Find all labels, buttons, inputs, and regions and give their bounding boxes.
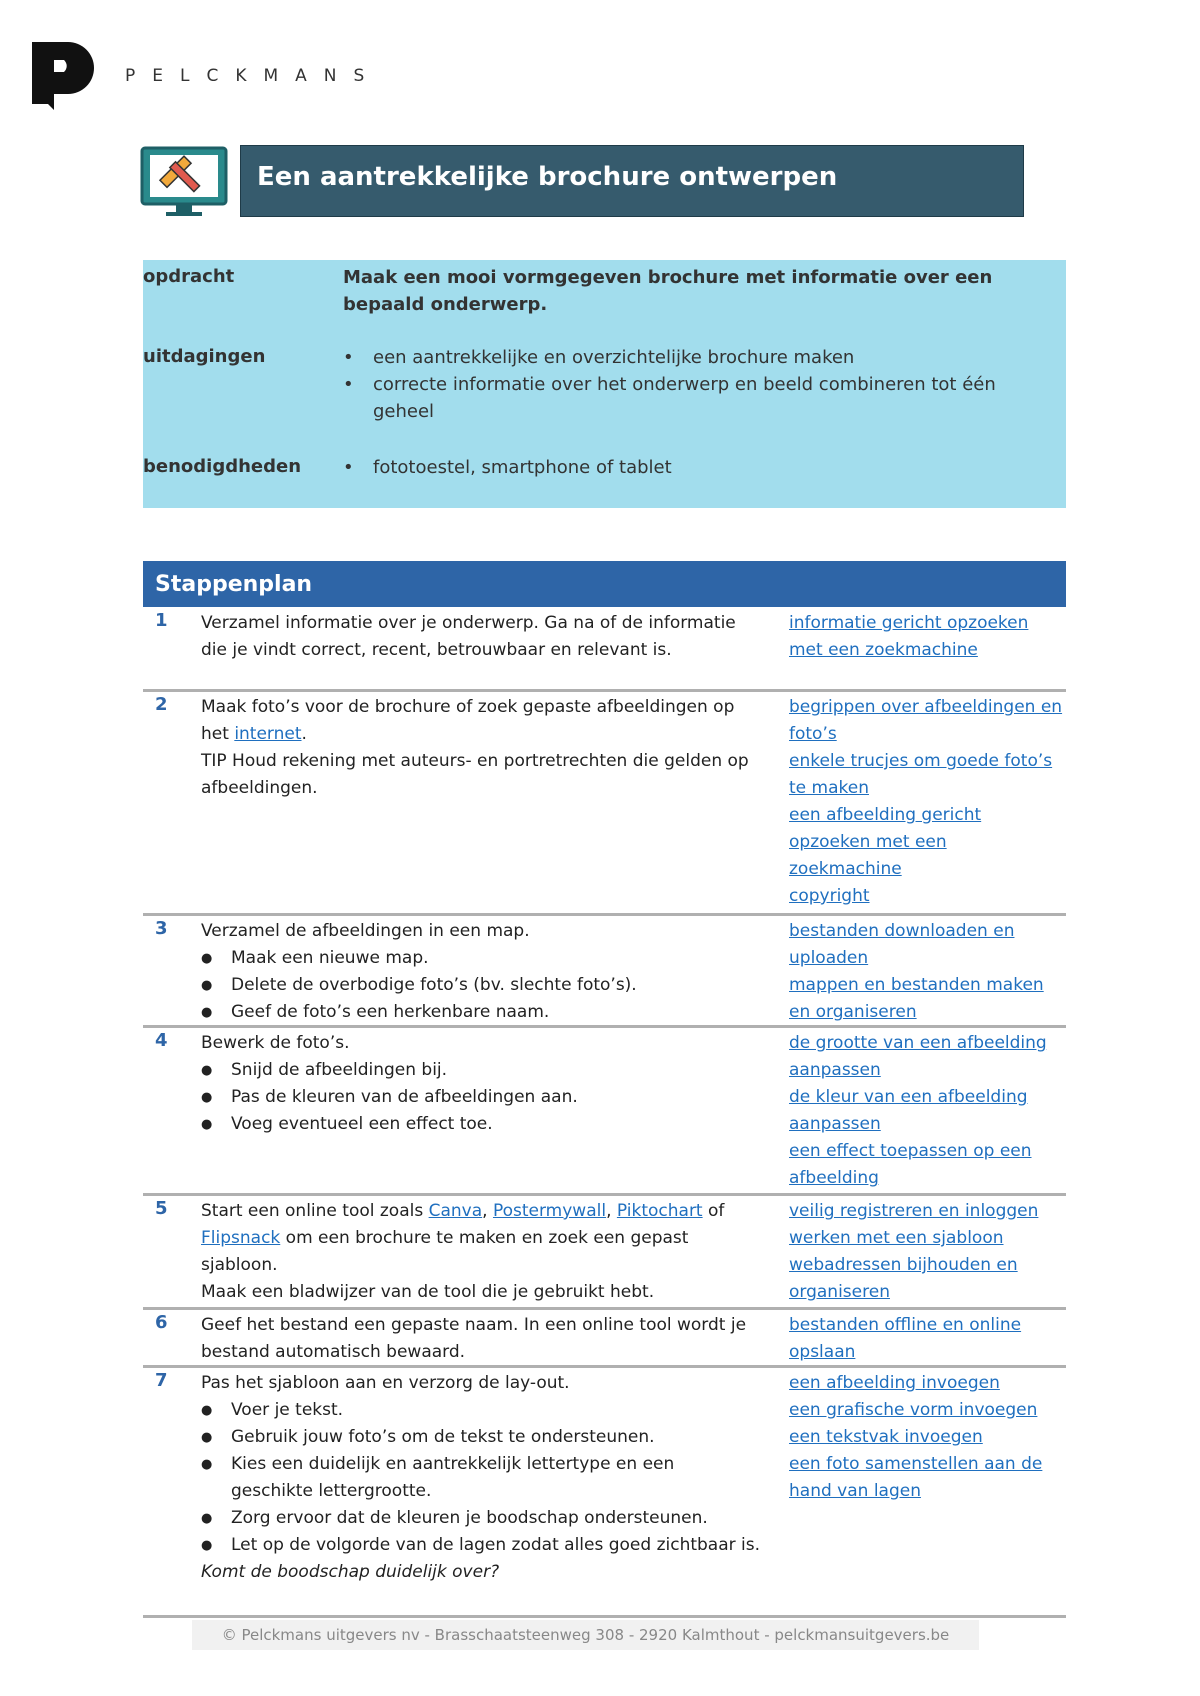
postermywall-link[interactable]: Postermywall bbox=[492, 1201, 607, 1221]
step-number: 5 bbox=[155, 1198, 168, 1219]
list-item: ● Geef de foto’s een herkenbare naam. bbox=[201, 999, 761, 1026]
help-link[interactable]: een foto samenstellen aan de hand van lagen bbox=[789, 1454, 1043, 1501]
step-row-3 bbox=[143, 916, 1066, 1028]
stappenplan-header: Stappenplan bbox=[143, 561, 1066, 607]
step-number: 1 bbox=[155, 610, 168, 631]
list-item: ● Pas de kleuren van de afbeeldingen aan. bbox=[201, 1084, 761, 1111]
step-links bbox=[789, 1198, 1064, 1306]
step-row-4 bbox=[143, 1028, 1066, 1196]
help-link[interactable]: een afbeelding invoegen bbox=[789, 1373, 1000, 1393]
list-item: ● Let op de volgorde van de lagen zodat alles goed zichtbaar is. bbox=[201, 1532, 761, 1559]
internet-link[interactable]: internet bbox=[234, 724, 302, 744]
step-number: 7 bbox=[155, 1370, 168, 1391]
step-text bbox=[201, 1198, 761, 1306]
help-link[interactable]: begrippen over afbeeldingen en foto’s bbox=[789, 697, 1063, 744]
help-link[interactable]: mappen en bestanden maken en organiseren bbox=[789, 975, 1044, 1022]
list-item: ● Gebruik jouw foto’s om de tekst te ondersteunen. bbox=[201, 1424, 761, 1451]
benodigdheden-label: benodigdheden bbox=[143, 456, 302, 477]
step-links bbox=[789, 1312, 1064, 1366]
help-link[interactable]: de kleur van een afbeelding aanpassen bbox=[789, 1087, 1028, 1134]
step-links bbox=[789, 1030, 1064, 1192]
step-text: Verzamel informatie over je onderwerp. Ga na of de informatie die je vindt correct, recent, betrouwbaar en relevant is. bbox=[201, 613, 736, 660]
help-link[interactable]: bestanden downloaden en uploaden bbox=[789, 921, 1015, 968]
list-item: ● Snijd de afbeeldingen bij. bbox=[201, 1057, 761, 1084]
step-note: Maak een bladwijzer van de tool die je gebruikt hebt. bbox=[201, 1282, 655, 1302]
step-text bbox=[201, 1030, 761, 1138]
piktochart-link[interactable]: Piktochart bbox=[616, 1201, 703, 1221]
brand-name: PELCKMANS bbox=[125, 66, 382, 86]
help-link[interactable]: een tekstvak invoegen bbox=[789, 1427, 983, 1447]
step-links bbox=[789, 694, 1064, 910]
help-link[interactable]: bestanden offline en online opslaan bbox=[789, 1315, 1022, 1362]
opdracht-text: Maak een mooi vormgegeven brochure met informatie over een bepaald onderwerp. bbox=[343, 267, 993, 315]
help-link[interactable]: een effect toepassen op een afbeelding bbox=[789, 1141, 1032, 1188]
step-text-part: Maak foto’s voor de brochure of zoek gepaste afbeeldingen op het bbox=[201, 697, 735, 744]
step-links bbox=[789, 918, 1064, 1026]
step-row-2 bbox=[143, 692, 1066, 916]
list-item: ● Zorg ervoor dat de kleuren je boodschap ondersteunen. bbox=[201, 1505, 761, 1532]
pelckmans-logo-icon bbox=[32, 32, 102, 110]
list-item: • correcte informatie over het onderwerp en beeld combineren tot één geheel bbox=[343, 371, 1033, 425]
separator: of bbox=[702, 1201, 725, 1221]
monitor-pencil-icon bbox=[140, 146, 228, 218]
step-closing-question: Komt de boodschap duidelijk over? bbox=[201, 1562, 500, 1582]
separator: , bbox=[606, 1201, 617, 1221]
list-item: ● Maak een nieuwe map. bbox=[201, 945, 761, 972]
uitdagingen-label: uitdagingen bbox=[143, 346, 266, 367]
page-footer: © Pelckmans uitgevers nv - Brasschaatsteenweg 308 - 2920 Kalmthout - pelckmansuitgevers.be bbox=[192, 1620, 979, 1650]
step-row-5 bbox=[143, 1196, 1066, 1310]
step-text bbox=[201, 918, 761, 1026]
help-link[interactable]: veilig registreren en inloggen bbox=[789, 1201, 1039, 1221]
step-intro: Pas het sjabloon aan en verzorg de lay-out. bbox=[201, 1373, 570, 1393]
step-number: 2 bbox=[155, 694, 168, 715]
step-bullets bbox=[201, 1397, 761, 1559]
step-bullets bbox=[201, 945, 761, 1026]
step-row-7 bbox=[143, 1368, 1066, 1618]
help-link[interactable]: een afbeelding gericht opzoeken met een zoekmachine bbox=[789, 805, 982, 879]
list-item: ● Voeg eventueel een effect toe. bbox=[201, 1111, 761, 1138]
help-link[interactable]: webadressen bijhouden en organiseren bbox=[789, 1255, 1018, 1302]
separator: , bbox=[482, 1201, 493, 1221]
help-link[interactable]: een grafische vorm invoegen bbox=[789, 1400, 1038, 1420]
uitdagingen-list bbox=[343, 344, 1033, 425]
step-intro: Verzamel de afbeeldingen in een map. bbox=[201, 921, 530, 941]
step-text-part: om een brochure te maken en zoek een gepast sjabloon. bbox=[201, 1228, 689, 1275]
list-item: ● Voer je tekst. bbox=[201, 1397, 761, 1424]
step-text bbox=[201, 1370, 761, 1586]
steps-table bbox=[143, 608, 1066, 1618]
step-intro: Bewerk de foto’s. bbox=[201, 1033, 350, 1053]
step-text-part: . bbox=[301, 724, 307, 744]
step-number: 4 bbox=[155, 1030, 168, 1051]
step-number: 6 bbox=[155, 1312, 168, 1333]
step-text-part: Start een online tool zoals bbox=[201, 1201, 429, 1221]
assignment-info-box bbox=[143, 260, 1066, 508]
list-item: • fototoestel, smartphone of tablet bbox=[343, 454, 1033, 481]
help-link[interactable]: de grootte van een afbeelding aanpassen bbox=[789, 1033, 1047, 1080]
step-text bbox=[201, 694, 761, 802]
help-link[interactable]: copyright bbox=[789, 886, 870, 906]
page-title: Een aantrekkelijke brochure ontwerpen bbox=[240, 145, 1024, 217]
canva-link[interactable]: Canva bbox=[428, 1201, 483, 1221]
help-link[interactable]: werken met een sjabloon bbox=[789, 1228, 1004, 1248]
list-item: ● Delete de overbodige foto’s (bv. slechte foto’s). bbox=[201, 972, 761, 999]
step-links bbox=[789, 610, 1064, 664]
list-item: ● Kies een duidelijk en aantrekkelijk lettertype en een geschikte lettergrootte. bbox=[201, 1451, 761, 1505]
step-text: Geef het bestand een gepaste naam. In een online tool wordt je bestand automatisch bewaard. bbox=[201, 1315, 747, 1362]
step-row-1 bbox=[143, 608, 1066, 692]
benodigdheden-list bbox=[343, 454, 1033, 481]
help-link[interactable]: informatie gericht opzoeken met een zoekmachine bbox=[789, 613, 1029, 660]
step-links bbox=[789, 1370, 1064, 1505]
list-item: • een aantrekkelijke en overzichtelijke brochure maken bbox=[343, 344, 1033, 371]
opdracht-label: opdracht bbox=[143, 266, 235, 287]
step-bullets bbox=[201, 1057, 761, 1138]
help-link[interactable]: enkele trucjes om goede foto’s te maken bbox=[789, 751, 1053, 798]
step-number: 3 bbox=[155, 918, 168, 939]
flipsnack-link[interactable]: Flipsnack bbox=[201, 1228, 281, 1248]
step-tip: TIP Houd rekening met auteurs- en portretrechten die gelden op afbeeldingen. bbox=[201, 751, 749, 798]
step-row-6 bbox=[143, 1310, 1066, 1368]
